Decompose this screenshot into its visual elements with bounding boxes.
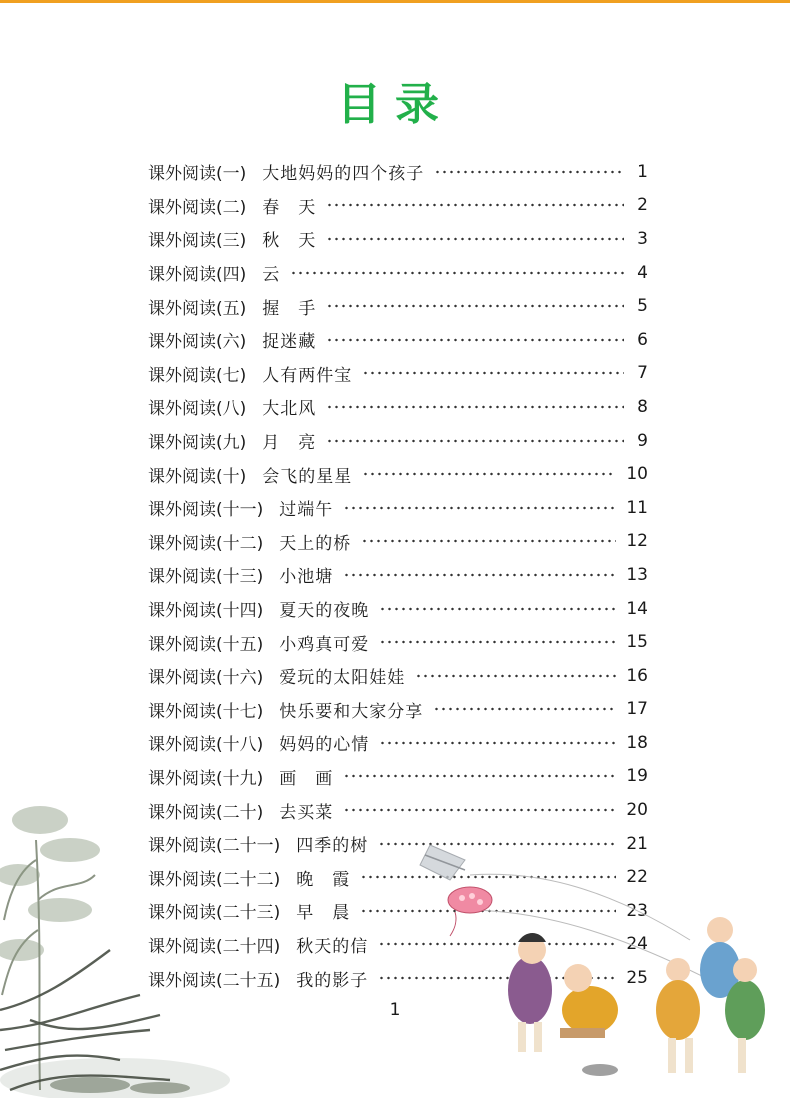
toc-row-page: 5 [637,296,648,317]
toc-row-title: 爱玩的太阳娃娃 [279,668,406,689]
dot-leader [434,170,624,174]
toc-row-title: 妈妈的心情 [279,735,370,756]
toc-row[interactable] [148,726,648,760]
toc-row-page: 25 [626,968,648,989]
toc-row-page: 21 [626,833,648,854]
dot-leader [343,573,616,577]
toc-row-prefix: 课外阅读(三) [148,231,247,252]
toc-row-title: 秋 天 [262,231,317,252]
toc-row[interactable] [148,424,648,458]
dot-leader [326,439,624,443]
toc-row-page: 9 [637,430,648,451]
toc-row-page: 17 [626,699,648,720]
toc-row[interactable] [148,357,648,391]
toc-row-page: 14 [626,598,648,619]
toc-row[interactable] [148,155,648,189]
toc-row-title: 四季的树 [296,836,369,857]
toc-row-prefix: 课外阅读(二十五) [148,970,281,991]
toc-row[interactable] [148,491,648,525]
toc-row-prefix: 课外阅读(八) [148,399,247,420]
toc-row[interactable] [148,289,648,323]
toc-row-page: 2 [637,195,648,216]
toc-row-title: 晚 霞 [296,869,351,890]
toc-row[interactable] [148,256,648,290]
dot-leader [415,674,616,678]
dot-leader [361,539,616,543]
toc-row-page: 23 [626,900,648,921]
dot-leader [362,472,616,476]
toc-row-page: 19 [626,766,648,787]
toc-row-page: 18 [626,732,648,753]
toc-row-title: 云 [262,265,281,286]
toc-row-page: 24 [626,934,648,955]
dot-leader [343,506,616,510]
children-flying-kite-illustration [410,830,780,1090]
toc-row-title: 会飞的星星 [262,466,353,487]
toc-row-title: 握 手 [262,298,317,319]
toc-row-page: 13 [626,564,648,585]
dot-leader [290,271,624,275]
toc-row-title: 人有两件宝 [262,365,353,386]
toc-row-prefix: 课外阅读(十二) [148,533,264,554]
toc-row-title: 春 天 [262,197,317,218]
toc-row[interactable] [148,625,648,659]
toc-row-prefix: 课外阅读(十六) [148,668,264,689]
dot-leader [326,237,624,241]
toc-row-page: 12 [626,531,648,552]
toc-row-title: 捉迷藏 [262,332,317,353]
toc-row-prefix: 课外阅读(二十四) [148,936,281,957]
toc-row-title: 月 亮 [262,433,317,454]
toc-row-page: 6 [637,329,648,350]
toc-row-prefix: 课外阅读(十三) [148,567,264,588]
toc-row-title: 小池塘 [279,567,334,588]
toc-row-title: 过端午 [279,500,334,521]
toc-row-prefix: 课外阅读(一) [148,164,247,185]
toc-row-prefix: 课外阅读(十九) [148,768,264,789]
toc-row-prefix: 课外阅读(十五) [148,634,264,655]
toc-row-title: 快乐要和大家分享 [279,701,424,722]
toc-row-title: 我的影子 [296,970,369,991]
toc-row-page: 20 [626,800,648,821]
toc-row-prefix: 课外阅读(十七) [148,701,264,722]
dot-leader [362,371,624,375]
toc-row-prefix: 课外阅读(十四) [148,601,264,622]
toc-row-title: 大地妈妈的四个孩子 [262,164,425,185]
toc-row-prefix: 课外阅读(二十) [148,802,264,823]
dot-leader [326,203,624,207]
toc-row-page: 15 [626,632,648,653]
toc-row-page: 1 [637,161,648,182]
page-title: 目录 [337,79,453,130]
toc-row-page: 3 [637,228,648,249]
dot-leader [433,707,616,711]
toc-row[interactable] [148,457,648,491]
toc-row-title: 画 画 [279,768,334,789]
toc-row-page: 7 [637,363,648,384]
page-number: 1 [389,1000,401,1020]
toc-row-title: 秋天的信 [296,936,369,957]
toc-row[interactable] [148,222,648,256]
toc-row-title: 小鸡真可爱 [279,634,370,655]
toc-row-prefix: 课外阅读(四) [148,265,247,286]
toc-row-page: 4 [637,262,648,283]
toc-row[interactable] [148,390,648,424]
toc-row-prefix: 课外阅读(十一) [148,500,264,521]
toc-row-prefix: 课外阅读(十八) [148,735,264,756]
dot-leader [343,808,616,812]
toc-row[interactable] [148,558,648,592]
dot-leader [343,774,616,778]
toc-row-page: 10 [626,464,648,485]
toc-row-title: 去买菜 [279,802,334,823]
dot-leader [379,741,616,745]
dot-leader [326,338,624,342]
toc-row-title: 天上的桥 [279,533,352,554]
toc-row[interactable] [148,693,648,727]
toc-row-prefix: 课外阅读(六) [148,332,247,353]
toc-row-prefix: 课外阅读(二) [148,197,247,218]
toc-row[interactable] [148,323,648,357]
toc-row-page: 8 [637,396,648,417]
toc-row-page: 11 [626,497,648,518]
toc-row[interactable] [148,525,648,559]
ink-willow-grass-illustration [0,780,230,1098]
dot-leader [326,304,624,308]
toc-row-prefix: 课外阅读(七) [148,365,247,386]
dot-leader [326,405,624,409]
toc-row-page: 16 [626,665,648,686]
dot-leader [379,607,616,611]
toc-row-prefix: 课外阅读(五) [148,298,247,319]
toc-row-prefix: 课外阅读(二十一) [148,836,281,857]
toc-row-page: 22 [626,867,648,888]
toc-row[interactable] [148,189,648,223]
toc-row-prefix: 课外阅读(十) [148,466,247,487]
toc-row-title: 大北风 [262,399,317,420]
toc-row-prefix: 课外阅读(二十二) [148,869,281,890]
dot-leader [379,640,616,644]
toc-row-prefix: 课外阅读(二十三) [148,903,281,924]
toc-row[interactable] [148,592,648,626]
toc-row-title: 早 晨 [296,903,351,924]
top-border [0,0,790,3]
toc-row-prefix: 课外阅读(九) [148,433,247,454]
toc-row-title: 夏天的夜晚 [279,601,370,622]
toc-row[interactable] [148,659,648,693]
